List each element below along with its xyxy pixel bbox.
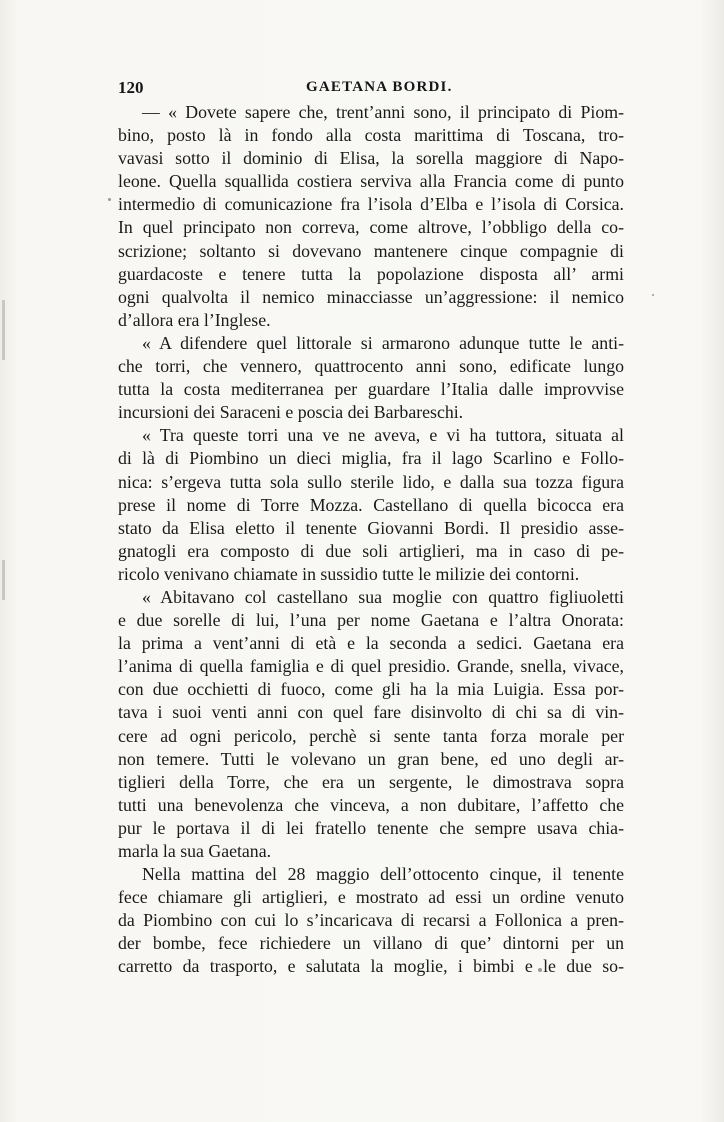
text-line: non temere. Tutti le volevano un gran bene, ed uno degli ar-	[118, 748, 624, 769]
text-line: scrizione; soltanto si dovevano mantenere cinque compagnie di	[118, 240, 624, 261]
text-line: intermedio di comunicazione fra l’isola d’Elba e l’isola di Corsica.	[118, 194, 624, 215]
paper-speck	[652, 294, 654, 296]
text-line: prese il nome di Torre Mozza. Castellano di quella bicocca era	[118, 494, 624, 515]
running-title: GAETANA BORDI.	[306, 79, 453, 95]
text-line: di là di Piombino un dieci miglia, fra il lago Scarlino e Follo-	[118, 448, 624, 469]
text-line: pur le portava il di lei fratello tenente che sempre usava chia-	[118, 817, 624, 838]
text-line: guardacoste e tenere tutta la popolazione disposta all’ armi	[118, 263, 624, 284]
text-line: — « Dovete sapere che, trent’anni sono, il principato di Piom-	[142, 102, 624, 122]
page-header	[118, 78, 628, 100]
text-line: Nella mattina del 28 maggio dell’ottocento cinque, il tenente	[142, 864, 624, 885]
text-line: tava i suoi venti anni con quel fare disinvolto di chi sa di vin-	[118, 702, 624, 723]
text-line: la prima a vent’anni di età e la seconda a sedici. Gaetana era	[118, 633, 624, 654]
text-line: « Tra queste torri una ve ne aveva, e vi ha tuttora, situata al	[142, 425, 624, 446]
text-line: tutti una benevolenza che vinceva, a non dubitare, l’affetto che	[118, 794, 624, 815]
text-line: stato da Elisa eletto il tenente Giovanni Bordi. Il presidio asse-	[118, 517, 624, 538]
text-line: ricolo venivano chiamate in sussidio tutte le milizie dei contorni.	[118, 563, 580, 584]
text-line: leone. Quella squallida costiera serviva alla Francia come di punto	[118, 171, 624, 192]
text-line: der bombe, fece richiedere un villano di que’ dintorni per un	[118, 933, 624, 954]
page-edge-shadow	[2, 560, 5, 600]
text-line: fece chiamare gli artiglieri, e mostrato ad essi un ordine venuto	[118, 887, 624, 908]
body-text	[118, 101, 624, 979]
text-line: ogni qualvolta il nemico minacciasse un’aggressione: il nemico	[118, 286, 624, 307]
text-line: da Piombino con cui lo s’incaricava di recarsi a Follonica a pren-	[118, 910, 624, 931]
text-line: l’anima di quella famiglia e di quel presidio. Grande, snella, vivace,	[118, 656, 624, 677]
text-line: d’allora era l’Inglese.	[118, 309, 271, 330]
page-edge-shadow	[2, 300, 5, 360]
page-number: 120	[118, 78, 144, 97]
text-line: « A difendere quel littorale si armarono adunque tutte le anti-	[142, 332, 624, 353]
text-line: gnatogli era composto di due soli artiglieri, ma in caso di pe-	[118, 540, 624, 561]
text-line: « Abitavano col castellano sua moglie con quattro figliuoletti	[142, 586, 624, 607]
text-line: carretto da trasporto, e salutata la moglie, i bimbi e le due so-	[118, 956, 624, 977]
text-line: incursioni dei Saraceni e poscia dei Barbareschi.	[118, 402, 464, 423]
text-line: cere ad ogni pericolo, perchè si sente tanta forza morale per	[118, 725, 624, 746]
paper-speck	[108, 198, 111, 201]
text-line: vavasi sotto il dominio di Elisa, la sorella maggiore di Napo-	[118, 148, 624, 169]
text-line: con due occhietti di fuoco, come gli ha la mia Luigia. Essa por-	[118, 679, 624, 700]
text-line: tutta la costa mediterranea per guardare l’Italia dalle improvvise	[118, 379, 624, 400]
text-line: tiglieri della Torre, che era un sergente, le dimostrava sopra	[118, 771, 624, 792]
text-line: e due sorelle di lui, l’una per nome Gaetana e l’altra Onorata:	[118, 610, 624, 631]
text-line: marla la sua Gaetana.	[118, 841, 272, 861]
text-line: che torri, che vennero, quattrocento anni sono, edificate lungo	[118, 356, 624, 377]
text-line: bino, posto là in fondo alla costa marittima di Toscana, tro-	[118, 125, 624, 146]
text-line: nica: s’ergeva tutta sola sullo sterile lido, e dalla sua tozza figura	[118, 471, 624, 492]
text-line: In quel principato non correva, come altrove, l’obbligo della co-	[118, 217, 624, 238]
